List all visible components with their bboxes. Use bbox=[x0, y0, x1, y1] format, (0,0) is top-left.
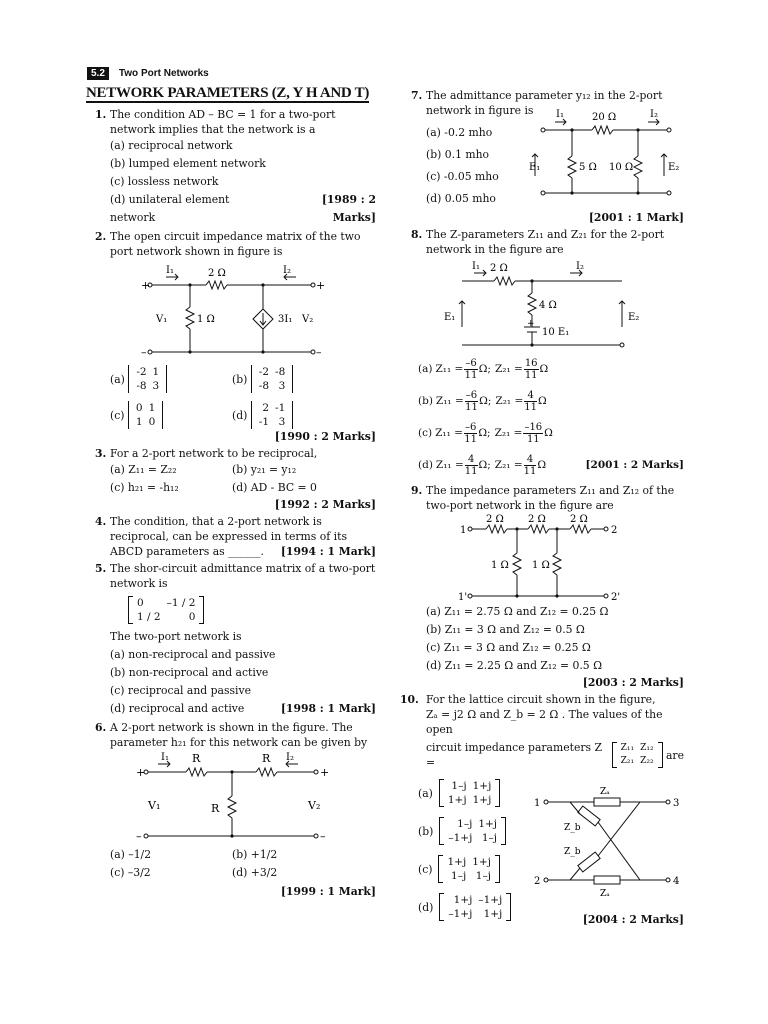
fraction: $\frac{-16}{11}$ bbox=[524, 421, 543, 445]
matrix: -2 1 -8 3 bbox=[128, 365, 167, 393]
z21-label: Z₂₁ = bbox=[494, 362, 523, 375]
option-label: (c) bbox=[110, 408, 125, 422]
marks: [1989 : 2 Marks] bbox=[321, 193, 376, 224]
question-text: The admittance parameter y₁₂ in the 2-port network in figure is bbox=[426, 89, 663, 117]
z11-label: Z₁₁ = bbox=[435, 362, 464, 375]
label-v1: V₁ bbox=[148, 799, 161, 812]
label-n2p: 2' bbox=[611, 592, 621, 603]
option: (d) Z₁₁ = 2.25 Ω and Z₁₂ = 0.5 Ω bbox=[426, 659, 603, 672]
marks: [1992 : 2 Marks] bbox=[274, 498, 376, 511]
option: (a) reciprocal network bbox=[110, 139, 233, 152]
option-label: (d) bbox=[232, 408, 248, 422]
option bbox=[418, 888, 511, 926]
label-r2: 2 Ω bbox=[528, 514, 546, 525]
q10-options bbox=[418, 774, 511, 926]
label-r2: 10 Ω bbox=[609, 162, 634, 173]
q7-body bbox=[402, 109, 684, 210]
z21-label: Z₂₁ = bbox=[495, 394, 524, 407]
question-number: 8. bbox=[411, 228, 423, 241]
option: (a) -0.2 mho bbox=[426, 126, 493, 139]
option-row bbox=[86, 700, 376, 718]
label-source: 3I₁ bbox=[278, 314, 293, 325]
option-label: (b) bbox=[418, 394, 433, 407]
label-r-shunt: 1 Ω bbox=[197, 314, 215, 325]
circuit-diagram-q9 bbox=[402, 513, 684, 603]
option bbox=[418, 774, 511, 812]
unit: Ω bbox=[537, 458, 547, 471]
question-1 bbox=[86, 107, 376, 137]
question-number: 10. bbox=[400, 693, 419, 706]
svg-text:+: + bbox=[527, 319, 535, 329]
lattice-diagram-q10 bbox=[530, 774, 700, 904]
option: (c) reciprocal and passive bbox=[110, 684, 252, 697]
option: (a) Z₁₁ = $\frac{-6}{11}$ Ω ; Z₂₁ = $\frac{16}{11}$ Ω bbox=[418, 357, 549, 381]
question-text: circuit impedance parameters Z = bbox=[426, 741, 602, 769]
svg-text:+: + bbox=[141, 279, 151, 292]
matrix: 0 1 1 0 bbox=[128, 401, 163, 429]
label-zb1: Z_b bbox=[564, 823, 581, 833]
option-label: (b) bbox=[418, 824, 434, 838]
unit: Ω bbox=[478, 426, 488, 439]
question-text: The impedance parameters Z₁₁ and Z₁₂ of the two-port network in the figure are bbox=[426, 484, 675, 512]
option: (c) lossless network bbox=[110, 175, 219, 188]
label-v2: V₂ bbox=[308, 799, 321, 812]
label-za-bot: Zₐ bbox=[600, 889, 610, 899]
option-label: (d) bbox=[418, 458, 433, 471]
label-za-top: Zₐ bbox=[600, 787, 610, 797]
label-i1: I₁ bbox=[472, 261, 480, 272]
option-label: (c) bbox=[418, 426, 433, 439]
question-text: For a 2-port network to be reciprocal, bbox=[110, 447, 318, 460]
svg-text:–: – bbox=[136, 830, 142, 843]
label-i2: I₂ bbox=[286, 752, 294, 763]
label-r-top: 20 Ω bbox=[592, 112, 617, 123]
unit: Ω bbox=[544, 426, 553, 439]
label-r1: 2 Ω bbox=[486, 514, 504, 525]
z11-label: Z₁₁ = bbox=[435, 426, 463, 439]
svg-text:–: – bbox=[320, 830, 326, 843]
fraction: $\frac{-6}{11}$ bbox=[465, 389, 478, 413]
question-number: 4. bbox=[95, 515, 107, 528]
marks: [1990 : 2 Marks] bbox=[274, 430, 376, 443]
question-number: 9. bbox=[411, 484, 423, 497]
question-number: 6. bbox=[95, 721, 107, 734]
z11-label: Z₁₁ = bbox=[435, 394, 464, 407]
label-e2: E₂ bbox=[628, 312, 640, 323]
label-n4: 4 bbox=[673, 876, 680, 887]
question-number: 5. bbox=[95, 562, 107, 575]
q10-body bbox=[402, 774, 684, 934]
option: (a) Z₁₁ = Z₂₂ bbox=[110, 463, 177, 476]
question-text: are bbox=[666, 748, 684, 762]
option: (c) h₂₁ = -h₁₂ bbox=[110, 481, 179, 494]
question-text: A 2-port network is shown in the figure. The parameter h₂₁ for this network can be given by bbox=[110, 721, 368, 749]
circuit-diagram-q8 bbox=[402, 257, 684, 353]
label-r5: 1 Ω bbox=[532, 560, 550, 571]
question-3 bbox=[86, 446, 376, 461]
question-text: The condition AD – BC = 1 for a two-port network implies that the network is a bbox=[110, 108, 336, 136]
label-n2: 2 bbox=[534, 876, 541, 887]
right-column bbox=[402, 86, 684, 934]
q8-options bbox=[402, 353, 684, 481]
label-r3: R bbox=[211, 802, 220, 815]
label-i2: I₂ bbox=[283, 265, 291, 276]
options-row bbox=[86, 461, 376, 479]
option: (a) non-reciprocal and passive bbox=[110, 648, 276, 661]
matrix: 1–j 1+j –1+j 1–j bbox=[439, 817, 506, 845]
marks: [1994 : 1 Mark] bbox=[280, 545, 376, 558]
marks: [2001 : 2 Marks] bbox=[585, 458, 684, 471]
label-e1: E₁ bbox=[529, 162, 541, 173]
question-5 bbox=[86, 561, 376, 591]
label-i2: I₂ bbox=[650, 109, 658, 120]
question-4 bbox=[86, 514, 376, 559]
question-text: The Z-parameters Z₁₁ and Z₂₁ for the 2-port network in the figure are bbox=[426, 228, 665, 256]
option-label: (d) bbox=[418, 900, 434, 914]
question-10 bbox=[402, 692, 684, 770]
svg-text:–: – bbox=[316, 346, 322, 359]
option: (a) Z₁₁ = 2.75 Ω and Z₁₂ = 0.25 Ω bbox=[426, 605, 609, 618]
option: (b) non-reciprocal and active bbox=[110, 666, 269, 679]
label-r-top: 2 Ω bbox=[208, 268, 226, 279]
option: (c) Z₁₁ = 3 Ω and Z₁₂ = 0.25 Ω bbox=[426, 641, 591, 654]
section-name: Two Port Networks bbox=[118, 67, 209, 79]
option: (b) Z₁₁ = 3 Ω and Z₁₂ = 0.5 Ω bbox=[426, 623, 585, 636]
question-number: 3. bbox=[95, 447, 107, 460]
label-v2: V₂ bbox=[302, 314, 314, 325]
svg-text:–: – bbox=[141, 346, 147, 359]
matrix: 1–j 1+j 1+j 1+j bbox=[439, 779, 500, 807]
option-label: (a) bbox=[418, 362, 433, 375]
options-row bbox=[86, 479, 376, 497]
matrix: 1+j 1+j 1–j 1–j bbox=[438, 855, 499, 883]
option: (b) 0.1 mho bbox=[426, 148, 490, 161]
label-n1: 1 bbox=[460, 525, 467, 536]
question-6 bbox=[86, 720, 376, 750]
option: (b) +1/2 bbox=[232, 848, 278, 861]
label-i2: I₂ bbox=[576, 261, 584, 272]
question-text: The condition, that a 2-port network is reciprocal, can be expressed in terms of its ABCD parameters as ______. bbox=[110, 515, 347, 558]
question-9 bbox=[402, 483, 684, 513]
option: (d) Z₁₁ = $\frac{4}{11}$ Ω ; Z₂₁ = $\frac{4}{11}$ Ω [2001 : 2 Marks] bbox=[418, 453, 684, 477]
option: (c) -0.05 mho bbox=[426, 170, 499, 183]
svg-text:+: + bbox=[320, 766, 330, 779]
sub-text: The two-port network is bbox=[110, 630, 242, 643]
label-r-shunt: 4 Ω bbox=[539, 300, 557, 311]
option: (c) Z₁₁ = $\frac{-6}{11}$ Ω ; Z₂₁ = $\frac{-16}{11}$ Ω bbox=[418, 421, 553, 445]
option: (d) unilateral element network bbox=[110, 193, 230, 224]
marks: [2001 : 1 Mark] bbox=[588, 211, 684, 224]
fraction: $\frac{4}{11}$ bbox=[523, 453, 537, 477]
matrix: 2 -1 -1 3 bbox=[251, 401, 293, 429]
label-n2: 2 bbox=[611, 525, 618, 536]
options-row-cd bbox=[86, 401, 376, 429]
label-r1: R bbox=[192, 752, 201, 765]
question-text: Zₐ = j2 Ω and Z_b = 2 Ω . The values of the open bbox=[426, 708, 663, 736]
fraction: $\frac{-6}{11}$ bbox=[464, 421, 477, 445]
label-r2: R bbox=[262, 752, 271, 765]
label-r3: 2 Ω bbox=[570, 514, 588, 525]
left-column bbox=[86, 86, 376, 899]
marks: [2004 : 2 Marks] bbox=[582, 913, 684, 926]
option-label: (b) bbox=[232, 372, 248, 386]
question-number: 7. bbox=[411, 89, 423, 102]
label-r1: 5 Ω bbox=[579, 162, 597, 173]
unit: Ω bbox=[539, 362, 549, 375]
label-i1: I₁ bbox=[556, 109, 564, 120]
options-row-ab bbox=[86, 365, 376, 393]
svg-text:+: + bbox=[136, 766, 146, 779]
question-text: The open circuit impedance matrix of the two port network shown in figure is bbox=[110, 230, 361, 258]
page-header bbox=[87, 66, 209, 80]
circuit-diagram-q7 bbox=[526, 106, 686, 198]
option: (b) y₂₁ = y₁₂ bbox=[232, 463, 297, 476]
z21-label: Z₂₁ = bbox=[494, 426, 523, 439]
option-label: (c) bbox=[418, 862, 433, 876]
fraction: $\frac{16}{11}$ bbox=[524, 357, 538, 381]
option-label: (a) bbox=[418, 786, 433, 800]
option: (b) lumped element network bbox=[110, 157, 266, 170]
option: (c) –3/2 bbox=[110, 866, 151, 879]
label-e2: E₂ bbox=[668, 162, 680, 173]
z11-label: Z₁₁ = bbox=[435, 458, 464, 471]
marks: [1998 : 1 Mark] bbox=[280, 702, 376, 715]
option: (d) +3/2 bbox=[232, 866, 278, 879]
options-row bbox=[86, 846, 376, 864]
question-number: 2. bbox=[95, 230, 107, 243]
question-text: The shor-circuit admittance matrix of a two-port network is bbox=[110, 562, 376, 590]
label-i1: I₁ bbox=[161, 752, 169, 763]
option-label: (a) bbox=[110, 372, 125, 386]
option: (a) –1/2 bbox=[110, 848, 152, 861]
label-e1: E₁ bbox=[444, 312, 456, 323]
matrix: 1+j –1+j –1+j 1+j bbox=[439, 893, 511, 921]
option bbox=[418, 812, 511, 850]
label-n1: 1 bbox=[534, 798, 541, 809]
unit: Ω bbox=[538, 394, 547, 407]
options-row bbox=[86, 864, 376, 882]
matrix: -2 -8 -8 3 bbox=[251, 365, 293, 393]
question-8 bbox=[402, 227, 684, 257]
matrix: 0 –1 / 2 1 / 2 0 bbox=[128, 596, 204, 624]
question-text-row bbox=[426, 740, 684, 770]
label-zb2: Z_b bbox=[564, 847, 581, 857]
question-number: 1. bbox=[95, 108, 107, 121]
option: (d) reciprocal and active bbox=[110, 702, 245, 715]
question-text: For the lattice circuit shown in the figure, bbox=[426, 693, 656, 706]
unit: Ω bbox=[478, 458, 488, 471]
circuit-diagram-q6 bbox=[86, 750, 376, 846]
matrix: Z₁₁ Z₁₂ Z₂₁ Z₂₂ bbox=[612, 742, 663, 768]
unit: Ω bbox=[478, 362, 488, 375]
matrix-block bbox=[86, 596, 376, 624]
label-r4: 1 Ω bbox=[491, 560, 509, 571]
fraction: $\frac{4}{11}$ bbox=[464, 453, 478, 477]
fraction: $\frac{4}{11}$ bbox=[524, 389, 538, 413]
label-n3: 3 bbox=[673, 798, 680, 809]
label-source: 10 E₁ bbox=[542, 327, 570, 338]
option: (d) 0.05 mho bbox=[426, 192, 496, 205]
option: (b) Z₁₁ = $\frac{-6}{11}$ Ω ; Z₂₁ = $\frac{4}{11}$ Ω bbox=[418, 389, 547, 413]
option bbox=[418, 850, 511, 888]
question-2 bbox=[86, 229, 376, 259]
label-i1: I₁ bbox=[166, 265, 174, 276]
label-r-top: 2 Ω bbox=[490, 263, 508, 274]
svg-text:+: + bbox=[316, 279, 326, 292]
page-title: NETWORK PARAMETERS (Z, Y H AND T) bbox=[86, 85, 370, 101]
option: (d) AD - BC = 0 bbox=[232, 481, 317, 494]
unit: Ω bbox=[479, 394, 488, 407]
fraction: $\frac{-6}{11}$ bbox=[464, 357, 478, 381]
option-row bbox=[86, 191, 376, 227]
section-number: 5.2 bbox=[87, 67, 109, 80]
label-v1: V₁ bbox=[156, 314, 168, 325]
marks: [2003 : 2 Marks] bbox=[582, 676, 684, 689]
label-n1p: 1' bbox=[458, 592, 468, 603]
circuit-diagram-q2 bbox=[86, 259, 376, 363]
z21-label: Z₂₁ = bbox=[494, 458, 523, 471]
marks: [1999 : 1 Mark] bbox=[280, 885, 376, 898]
